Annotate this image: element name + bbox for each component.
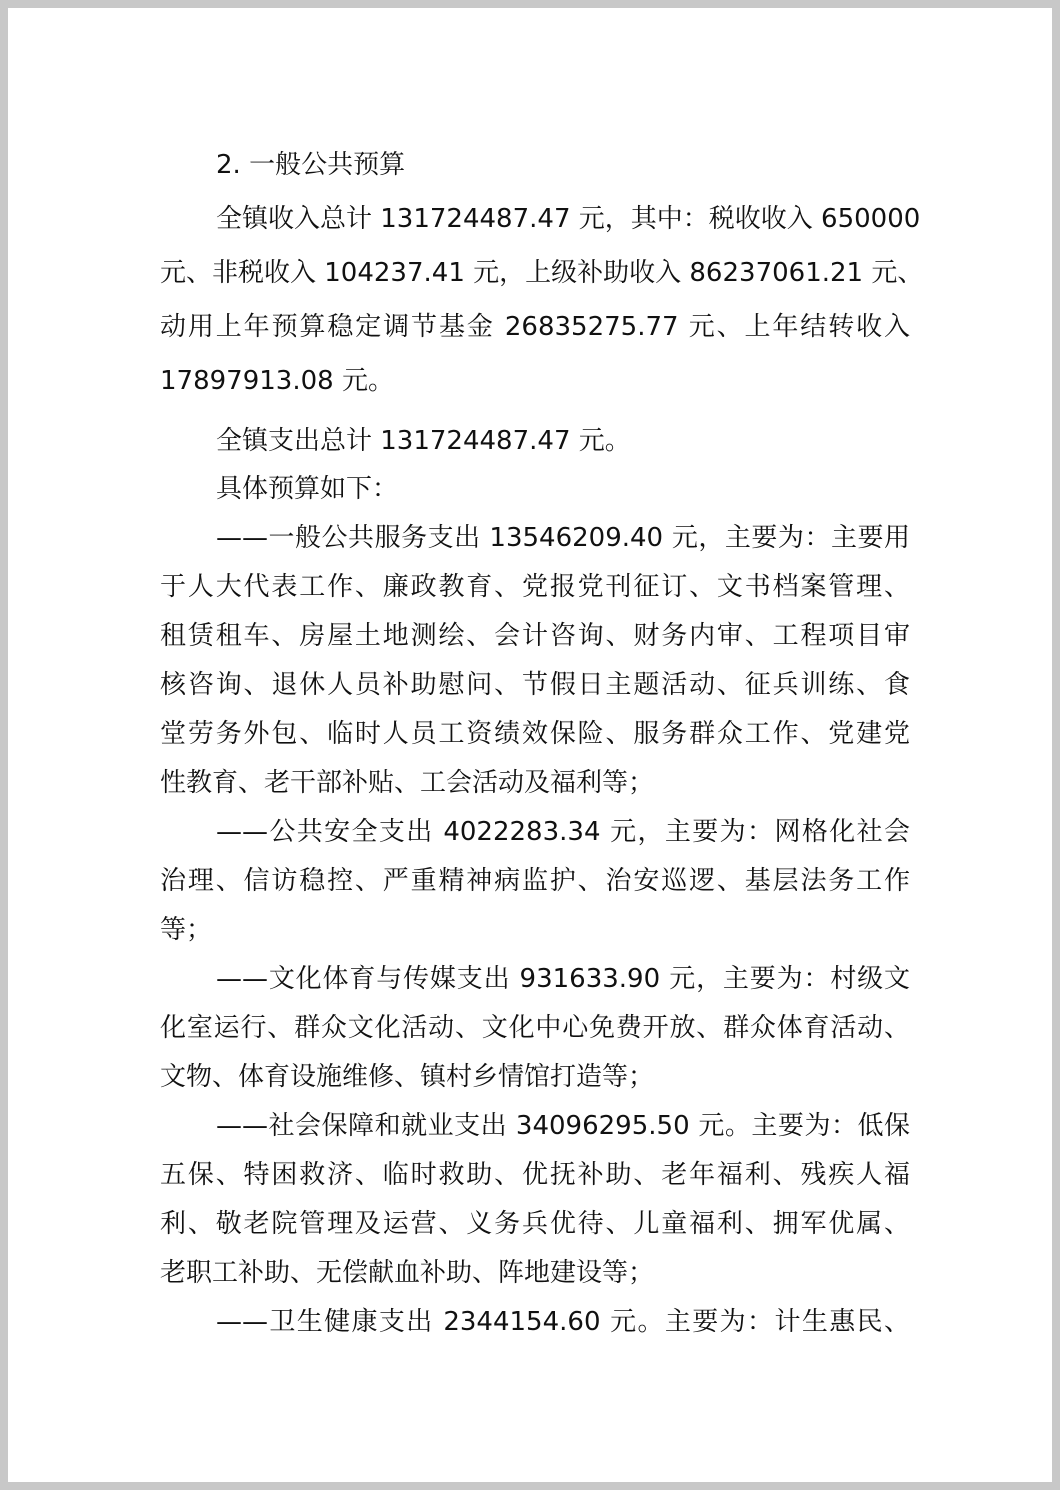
section-heading: 2. 一般公共预算 <box>216 150 406 180</box>
text-line: 全镇收入总计 131724487.47 元，其中：税收收入 650000 <box>216 204 921 234</box>
text-line: 租赁租车、房屋土地测绘、会计咨询、财务内审、工程项目审 <box>160 621 910 651</box>
text-line: 利、敬老院管理及运营、义务兵优待、儿童福利、拥军优属、 <box>160 1209 910 1239</box>
text-line: 老职工补助、无偿献血补助、阵地建设等； <box>160 1258 655 1288</box>
text-line: 于人大代表工作、廉政教育、党报党刊征订、文书档案管理、 <box>160 572 910 602</box>
text-line: 核咨询、退休人员补助慰问、节假日主题活动、征兵训练、食 <box>160 670 910 700</box>
text-line: 动用上年预算稳定调节基金 26835275.77 元、上年结转收入 <box>160 312 910 342</box>
text-line: 治理、信访稳控、严重精神病监护、治安巡逻、基层法务工作 <box>160 866 910 896</box>
text-line: 堂劳务外包、临时人员工资绩效保险、服务群众工作、党建党 <box>160 719 910 749</box>
text-line: 化室运行、群众文化活动、文化中心免费开放、群众体育活动、 <box>160 1013 910 1043</box>
text-line: 具体预算如下： <box>216 474 399 504</box>
text-line: 全镇支出总计 131724487.47 元。 <box>216 426 631 456</box>
text-line: ——社会保障和就业支出 34096295.50 元。主要为：低保 <box>216 1111 910 1141</box>
text-line: ——文化体育与传媒支出 931633.90 元，主要为：村级文 <box>216 964 910 994</box>
text-line: 元、非税收入 104237.41 元，上级补助收入 86237061.21 元、 <box>160 258 924 288</box>
text-line: ——公共安全支出 4022283.34 元，主要为：网格化社会 <box>216 817 910 847</box>
text-line: 等； <box>160 915 213 945</box>
text-line: ——卫生健康支出 2344154.60 元。主要为：计生惠民、 <box>216 1307 910 1337</box>
text-line: 文物、体育设施维修、镇村乡情馆打造等； <box>160 1062 655 1092</box>
text-line: 17897913.08 元。 <box>160 366 394 396</box>
text-line: 性教育、老干部补贴、工会活动及福利等； <box>160 768 655 798</box>
text-line: 五保、特困救济、临时救助、优抚补助、老年福利、残疾人福 <box>160 1160 910 1190</box>
document-page <box>8 8 1052 1482</box>
text-line: ——一般公共服务支出 13546209.40 元，主要为：主要用 <box>216 523 910 553</box>
